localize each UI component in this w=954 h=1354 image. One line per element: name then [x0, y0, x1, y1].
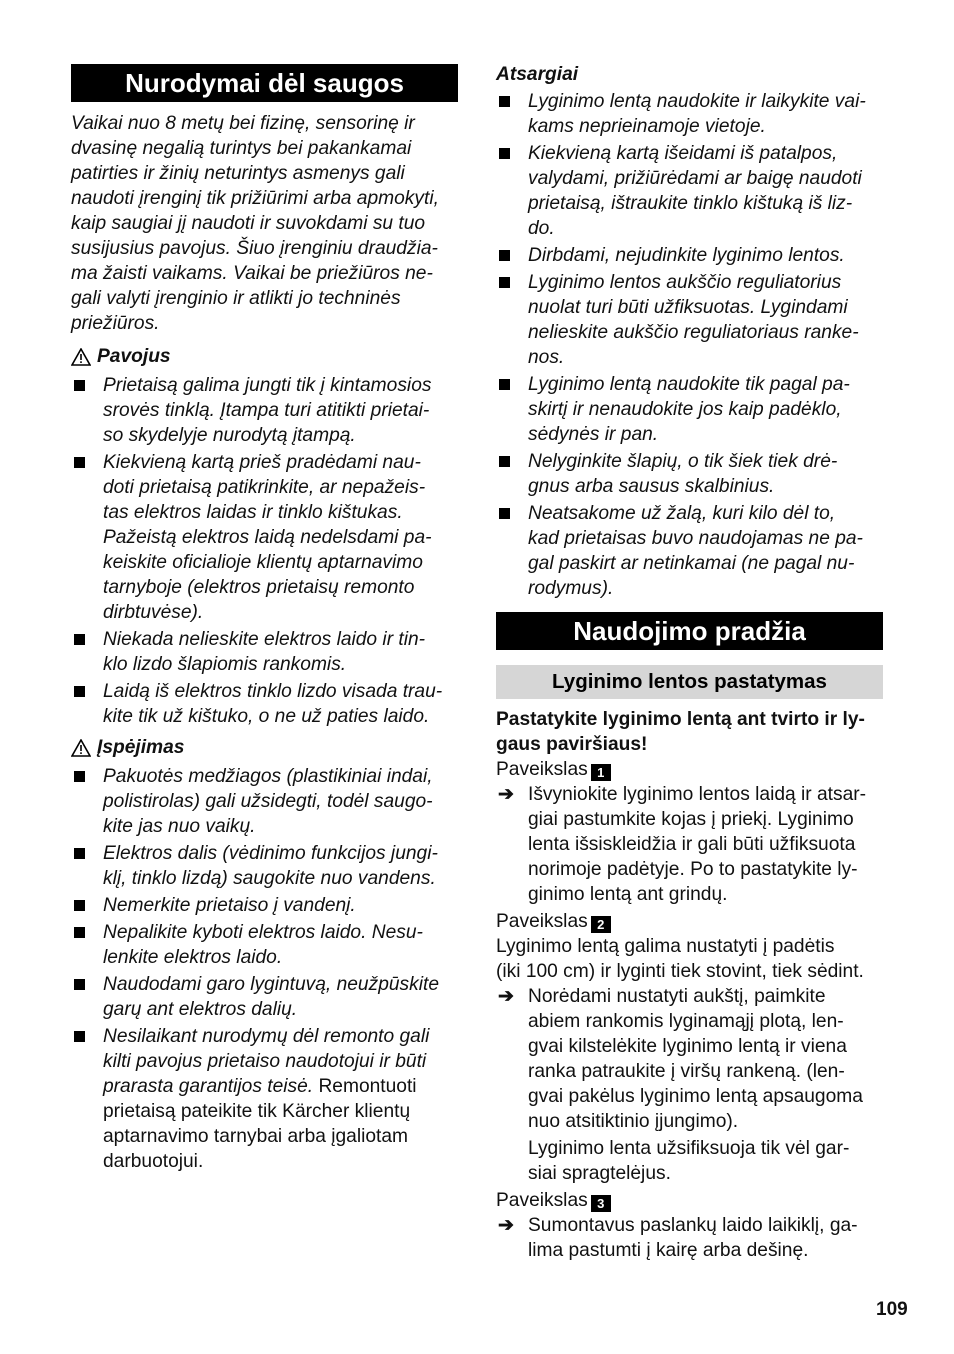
- danger-block: [71, 340, 466, 729]
- item-line: Nemerkite prietaiso į vandenį.: [103, 895, 356, 916]
- figure-label: Paveikslas: [496, 1190, 588, 1211]
- square-bullet-icon: [74, 927, 85, 938]
- item-line: kams neprieinamoje vietoje.: [528, 116, 766, 137]
- list-item: [71, 764, 466, 839]
- figure-number-badge: 3: [591, 1195, 611, 1212]
- intro-line: gali valyti įrenginio ir atlikti jo techninės: [71, 288, 401, 309]
- step-line: giai pastumkite kojas į priekį. Lyginimo: [528, 809, 854, 830]
- item-line: Nelyginkite šlapių, o tik šiek tiek drė-: [528, 451, 838, 472]
- square-bullet-icon: [74, 848, 85, 859]
- item-line: srovės tinklą. Įtampa turi atitikti prietai-: [103, 400, 430, 421]
- caution-label: Atsargiai: [496, 64, 579, 85]
- step-note-line: Lyginimo lenta užsifiksuoja tik vėl gar-: [528, 1138, 850, 1159]
- item-line: Kiekvieną kartą išeidami iš patalpos,: [528, 143, 838, 164]
- caution-block: [496, 62, 891, 601]
- item-line: tas elektros laidas ir tinklo kištukas.: [103, 502, 403, 523]
- item-line: Elektros dalis (vėdinimo funkcijos jungi-: [103, 843, 438, 864]
- step-item: [496, 1213, 891, 1263]
- item-line: Kiekvieną kartą prieš pradėdami nau-: [103, 452, 421, 473]
- arrow-right-icon: ➔: [498, 986, 514, 1007]
- step-item: [496, 782, 891, 907]
- item-line: Pažeistą elektros laidą nedelsdami pa-: [103, 527, 432, 548]
- item-line: Prietaisą galima jungti tik į kintamosios: [103, 375, 432, 396]
- item-line: prietaisą, ištraukite tinklo kištuką iš liz-: [528, 193, 853, 214]
- list-item: [71, 450, 466, 625]
- item-line: polistirolas) gali užsidegti, todėl saugo-: [103, 791, 433, 812]
- intro-line: dvasinę negalią turintys bei pakankamai: [71, 138, 412, 159]
- step-line: nuo atsitiktinio įjungimo).: [528, 1111, 739, 1132]
- item-line: klo lizdo šlapiomis rankomis.: [103, 654, 347, 675]
- warning-block: [71, 731, 466, 1174]
- warning-triangle-icon: [71, 348, 91, 366]
- square-bullet-icon: [74, 380, 85, 391]
- square-bullet-icon: [74, 1031, 85, 1042]
- step-line: ranka patraukite į viršų rankeną. (len-: [528, 1061, 845, 1082]
- step-line: abiem rankomis lyginamąjį plotą, len-: [528, 1011, 844, 1032]
- item-line: nos.: [528, 347, 565, 368]
- square-bullet-icon: [74, 457, 85, 468]
- setup-instructions: [496, 707, 891, 1263]
- item-line: Lyginimo lentos aukščio reguliatorius: [528, 272, 842, 293]
- bold-intro-line: gaus paviršiaus!: [496, 734, 648, 755]
- item-line: sėdynės ir pan.: [528, 424, 659, 445]
- intro-paragraph: [71, 111, 466, 336]
- list-item: [71, 679, 466, 729]
- list-item: [496, 372, 891, 447]
- item-line: Neatsakome už žalą, kuri kilo dėl to,: [528, 503, 836, 524]
- square-bullet-icon: [74, 900, 85, 911]
- item-line: klį, tinklo lizdą) saugokite nuo vandens.: [103, 868, 436, 889]
- item-line: dirbtuvėse).: [103, 602, 204, 623]
- step-line: lima pastumti į kairę arba dešinę.: [528, 1240, 809, 1261]
- square-bullet-icon: [74, 979, 85, 990]
- item-line: tarnyboje (elektros prietaisų remonto: [103, 577, 415, 598]
- item-line: doti prietaisą patikrinkite, ar nepažeis-: [103, 477, 426, 498]
- intro-line: priežiūros.: [71, 313, 160, 334]
- item-line: aptarnavimo tarnybai arba įgaliotam: [103, 1126, 409, 1147]
- item-line: Lyginimo lentą naudokite tik pagal pa-: [528, 374, 850, 395]
- item-line: Laidą iš elektros tinklo lizdo visada trau-: [103, 681, 443, 702]
- item-line: kad prietaisas buvo naudojamas ne pa-: [528, 528, 863, 549]
- step-line: lenta išsiskleidžia ir gali būti užfiksuota: [528, 834, 856, 855]
- item-line: Lyginimo lentą naudokite ir laikykite vai-: [528, 91, 866, 112]
- intro-line: kaip saugiai jį naudoti ir suvokdami su tuo: [71, 213, 426, 234]
- intro-line: Vaikai nuo 8 metų bei fizinę, sensorinę ir: [71, 113, 415, 134]
- paragraph-line: (iki 100 cm) ir lyginti tiek stovint, tiek sėdint.: [496, 961, 864, 982]
- item-line: gal paskirt ar netinkamai (ne pagal nu-: [528, 553, 855, 574]
- arrow-right-icon: ➔: [498, 1215, 514, 1236]
- step-line: gvai kilstelėkite lyginimo lentą ir viena: [528, 1036, 847, 1057]
- arrow-right-icon: ➔: [498, 784, 514, 805]
- intro-line: susijusius pavojus. Šiuo įrenginiu draudžia-: [71, 238, 438, 259]
- figure-reference: [496, 757, 891, 782]
- list-item: [496, 243, 891, 268]
- item-line: so skydelyje nurodytą įtampą.: [103, 425, 356, 446]
- item-line: kite jas nuo vaikų.: [103, 816, 256, 837]
- item-text: Remontuoti: [313, 1076, 417, 1097]
- item-line: lenkite elektros laido.: [103, 947, 283, 968]
- item-line: Pakuotės medžiagos (plastikiniai indai,: [103, 766, 433, 787]
- square-bullet-icon: [499, 456, 510, 467]
- list-item: [496, 89, 891, 139]
- step-line: ginimo lentą ant grindų.: [528, 884, 728, 905]
- square-bullet-icon: [499, 508, 510, 519]
- danger-label: Pavojus: [97, 346, 171, 367]
- warning-triangle-icon: [71, 739, 91, 757]
- item-line: prietaisą pateikite tik Kärcher klientų: [103, 1101, 411, 1122]
- item-line: do.: [528, 218, 555, 239]
- item-line: kilti pavojus prietaiso naudotojui ir būti: [103, 1051, 427, 1072]
- list-item: [496, 501, 891, 601]
- figure-number-badge: 2: [591, 916, 611, 933]
- figure-label: Paveikslas: [496, 911, 588, 932]
- list-item: [71, 920, 466, 970]
- item-line: Nesilaikant nurodymų dėl remonto gali: [103, 1026, 430, 1047]
- item-line: kite tik už kištuko, o ne už paties laido.: [103, 706, 430, 727]
- item-line: garų ant elektros dalių.: [103, 999, 298, 1020]
- item-line: Niekada nelieskite elektros laido ir tin-: [103, 629, 426, 650]
- square-bullet-icon: [74, 686, 85, 697]
- item-line: darbuotojui.: [103, 1151, 204, 1172]
- item-line: [103, 1074, 466, 1099]
- square-bullet-icon: [499, 148, 510, 159]
- figure-label: Paveikslas: [496, 759, 588, 780]
- step-line: gvai pakėlus lyginimo lentą apsaugoma: [528, 1086, 863, 1107]
- list-item: [71, 1024, 466, 1174]
- item-line: nelieskite aukščio reguliatoriaus ranke-: [528, 322, 859, 343]
- item-line: rodymus).: [528, 578, 614, 599]
- square-bullet-icon: [74, 771, 85, 782]
- figure-reference: [496, 1188, 891, 1213]
- subsection-heading: Lyginimo lentos pastatymas: [496, 665, 883, 699]
- square-bullet-icon: [499, 96, 510, 107]
- item-line: Naudodami garo lygintuvą, neužpūskite: [103, 974, 439, 995]
- step-line: Norėdami nustatyti aukštį, paimkite: [528, 986, 826, 1007]
- item-line: gnus arba sausus skalbinius.: [528, 476, 775, 497]
- item-line: Dirbdami, nejudinkite lyginimo lentos.: [528, 245, 845, 266]
- list-item: [71, 373, 466, 448]
- item-line: nuolat turi būti užfiksuotas. Lygindami: [528, 297, 848, 318]
- square-bullet-icon: [499, 250, 510, 261]
- list-item: [71, 972, 466, 1022]
- list-item: [496, 449, 891, 499]
- step-note-line: siai spragtelėjus.: [528, 1163, 671, 1184]
- list-item: [71, 841, 466, 891]
- item-line: skirtį ir nenaudokite jos kaip padėklo,: [528, 399, 842, 420]
- item-line: keiskite oficialioje klientų aptarnavimo: [103, 552, 423, 573]
- section-heading-start: Naudojimo pradžia: [496, 612, 883, 650]
- danger-heading: [71, 344, 466, 369]
- step-item: [496, 984, 891, 1186]
- intro-line: naudoti įrenginį tik prižiūrimi arba apmokyti,: [71, 188, 439, 209]
- square-bullet-icon: [499, 379, 510, 390]
- warning-heading: [71, 735, 466, 760]
- paragraph-line: Lyginimo lentą galima nustatyti į padėtis: [496, 936, 835, 957]
- list-item: [71, 893, 466, 918]
- list-item: [496, 270, 891, 370]
- section-heading-safety: Nurodymai dėl saugos: [71, 64, 458, 102]
- step-line: norimoje padėtyje. Po to pastatykite ly-: [528, 859, 858, 880]
- list-item: [71, 627, 466, 677]
- figure-reference: [496, 909, 891, 934]
- warning-label: Įspėjimas: [97, 737, 185, 758]
- figure-number-badge: 1: [591, 764, 611, 781]
- square-bullet-icon: [499, 277, 510, 288]
- item-line: Nepalikite kyboti elektros laido. Nesu-: [103, 922, 423, 943]
- bold-intro-line: Pastatykite lyginimo lentą ant tvirto ir ly-: [496, 709, 865, 730]
- square-bullet-icon: [74, 634, 85, 645]
- step-line: Išvyniokite lyginimo lentos laidą ir atsar-: [528, 784, 867, 805]
- item-text-italic: prarasta garantijos teisė.: [103, 1076, 314, 1097]
- intro-line: patirties ir žinių neturintys asmenys gali: [71, 163, 405, 184]
- list-item: [496, 141, 891, 241]
- item-line: valydami, prižiūrėdami ar baigę naudoti: [528, 168, 862, 189]
- page-number: 109: [876, 1299, 908, 1320]
- step-line: Sumontavus paslankų laido laikiklį, ga-: [528, 1215, 858, 1236]
- intro-line: ma žaisti vaikams. Vaikai be priežiūros ne-: [71, 263, 433, 284]
